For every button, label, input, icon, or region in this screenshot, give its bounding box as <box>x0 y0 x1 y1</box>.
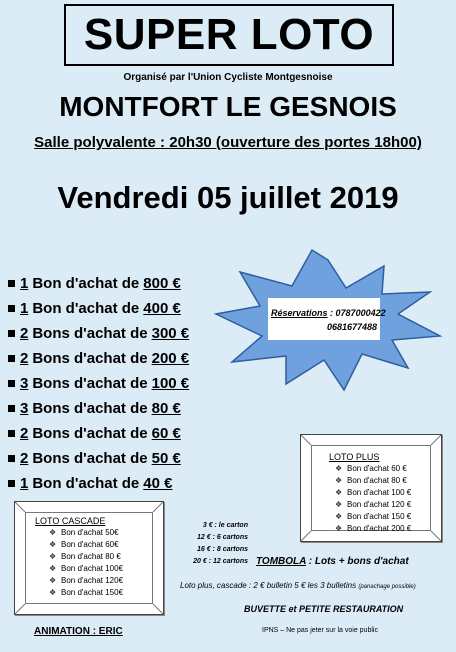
loto-prices-note: (panachage possible) <box>358 584 416 590</box>
prize-text: Bons d'achat de <box>32 350 148 367</box>
list-item-label: Bon d'achat 120€ <box>61 576 124 585</box>
square-bullet-icon <box>8 280 15 287</box>
square-bullet-icon <box>8 455 15 462</box>
prize-count: 3 <box>20 400 29 417</box>
title-box <box>64 4 394 66</box>
prize-text: Bon d'achat de <box>32 300 140 317</box>
carton-price-line: 20 € : 12 cartons <box>193 558 248 565</box>
diamond-bullet-icon: ❖ <box>335 476 343 485</box>
diamond-bullet-icon: ❖ <box>335 488 343 497</box>
square-bullet-icon <box>8 405 15 412</box>
event-date: Vendredi 05 juillet 2019 <box>57 180 399 215</box>
list-item-label: Bon d'achat 150€ <box>61 588 124 597</box>
list-item <box>335 463 411 475</box>
reservations-label: Réservations <box>271 308 328 318</box>
prize-amount: 400 € <box>143 300 181 317</box>
list-item <box>49 575 123 587</box>
prize-item <box>8 421 189 446</box>
prize-amount: 800 € <box>143 275 181 292</box>
prize-count: 1 <box>20 475 29 492</box>
ipns-notice: IPNS – Ne pas jeter sur la voie public <box>262 627 378 634</box>
prize-text: Bons d'achat de <box>32 375 148 392</box>
loto-prices-line <box>180 581 416 590</box>
city-name: MONTFORT LE GESNOIS <box>59 91 397 122</box>
diamond-bullet-icon: ❖ <box>49 564 57 573</box>
list-item-label: Bon d'achat 80 € <box>61 552 121 561</box>
list-item-label: Bon d'achat 50€ <box>61 528 119 537</box>
prize-item <box>8 321 189 346</box>
square-bullet-icon <box>8 305 15 312</box>
loto-cascade-title: LOTO CASCADE <box>35 516 106 526</box>
reservations-box <box>268 298 386 340</box>
prize-item <box>8 346 189 371</box>
diamond-bullet-icon: ❖ <box>49 552 57 561</box>
list-item <box>335 523 411 535</box>
loto-plus-list <box>335 463 411 535</box>
prize-amount: 80 € <box>151 400 181 417</box>
list-item-label: Bon d'achat 100€ <box>61 564 124 573</box>
prize-item <box>8 296 189 321</box>
prize-amount: 300 € <box>151 325 190 342</box>
list-item-label: Bon d'achat 60 € <box>347 464 407 473</box>
list-item <box>335 487 411 499</box>
loto-prices-main: Loto plus, cascade : 2 € bulletin 5 € les 3 bulletins <box>180 581 359 590</box>
prize-count: 3 <box>20 375 29 392</box>
square-bullet-icon <box>8 355 15 362</box>
prize-item <box>8 446 189 471</box>
square-bullet-icon <box>8 330 15 337</box>
list-item <box>335 475 411 487</box>
prize-item <box>8 371 189 396</box>
carton-price-line: 16 € : 8 cartons <box>197 546 248 553</box>
carton-price-line: 3 € : le carton <box>202 522 248 529</box>
prize-text: Bons d'achat de <box>32 450 148 467</box>
organizer-line: Organisé par l'Union Cycliste Montgesnoise <box>123 72 333 83</box>
prize-item <box>8 271 189 296</box>
carton-prices <box>178 520 248 568</box>
diamond-bullet-icon: ❖ <box>49 540 57 549</box>
carton-price-line: 12 € : 6 cartons <box>197 534 248 541</box>
list-item <box>49 587 123 599</box>
diamond-bullet-icon: ❖ <box>335 524 343 533</box>
prize-amount: 200 € <box>151 350 190 367</box>
list-item-label: Bon d'achat 100 € <box>347 488 412 497</box>
tombola-line <box>256 556 409 567</box>
prize-amount: 100 € <box>151 375 190 392</box>
prize-text: Bons d'achat de <box>32 325 148 342</box>
loto-cascade-box <box>14 501 164 615</box>
diamond-bullet-icon: ❖ <box>49 588 57 597</box>
prize-amount: 40 € <box>143 475 173 492</box>
list-item-label: Bon d'achat 80 € <box>347 476 407 485</box>
square-bullet-icon <box>8 430 15 437</box>
list-item-label: Bon d'achat 200 € <box>347 524 412 533</box>
prize-count: 1 <box>20 275 29 292</box>
diamond-bullet-icon: ❖ <box>335 512 343 521</box>
loto-plus-title: LOTO PLUS <box>329 452 380 462</box>
reservations-phone-1: : 0787000422 <box>330 308 386 318</box>
prize-count: 2 <box>20 325 29 342</box>
animation-line: ANIMATION : ERIC <box>34 626 123 637</box>
square-bullet-icon <box>8 380 15 387</box>
venue-line: Salle polyvalente : 20h30 (ouverture des portes 18h00) <box>34 134 422 151</box>
prize-text: Bons d'achat de <box>32 400 148 417</box>
prize-count: 2 <box>20 425 29 442</box>
list-item-label: Bon d'achat 120 € <box>347 500 412 509</box>
prize-item <box>8 396 189 421</box>
list-item-label: Bon d'achat 60€ <box>61 540 119 549</box>
list-item <box>49 563 123 575</box>
square-bullet-icon <box>8 480 15 487</box>
list-item <box>49 539 123 551</box>
diamond-bullet-icon: ❖ <box>335 464 343 473</box>
list-item-label: Bon d'achat 150 € <box>347 512 412 521</box>
reservations-phone-2: 0681677488 <box>327 322 378 332</box>
prize-count: 2 <box>20 350 29 367</box>
prize-item <box>8 471 189 496</box>
prize-text: Bon d'achat de <box>32 475 140 492</box>
buvette-line: BUVETTE et PETITE RESTAURATION <box>244 604 404 614</box>
reservations-line <box>271 307 386 319</box>
tombola-label: TOMBOLA <box>256 556 306 567</box>
list-item <box>49 527 123 539</box>
prize-amount: 60 € <box>151 425 181 442</box>
prize-text: Bon d'achat de <box>32 275 140 292</box>
poster-title: SUPER LOTO <box>83 10 375 59</box>
list-item <box>335 499 411 511</box>
diamond-bullet-icon: ❖ <box>335 500 343 509</box>
list-item <box>335 511 411 523</box>
prize-amount: 50 € <box>151 450 181 467</box>
diamond-bullet-icon: ❖ <box>49 528 57 537</box>
diamond-bullet-icon: ❖ <box>49 576 57 585</box>
prize-count: 1 <box>20 300 29 317</box>
tombola-text: : Lots + bons d'achat <box>306 556 409 567</box>
list-item <box>49 551 123 563</box>
prize-list <box>8 271 189 496</box>
loto-plus-box <box>300 434 442 542</box>
prize-count: 2 <box>20 450 29 467</box>
prize-text: Bons d'achat de <box>32 425 148 442</box>
loto-cascade-list <box>49 527 123 599</box>
